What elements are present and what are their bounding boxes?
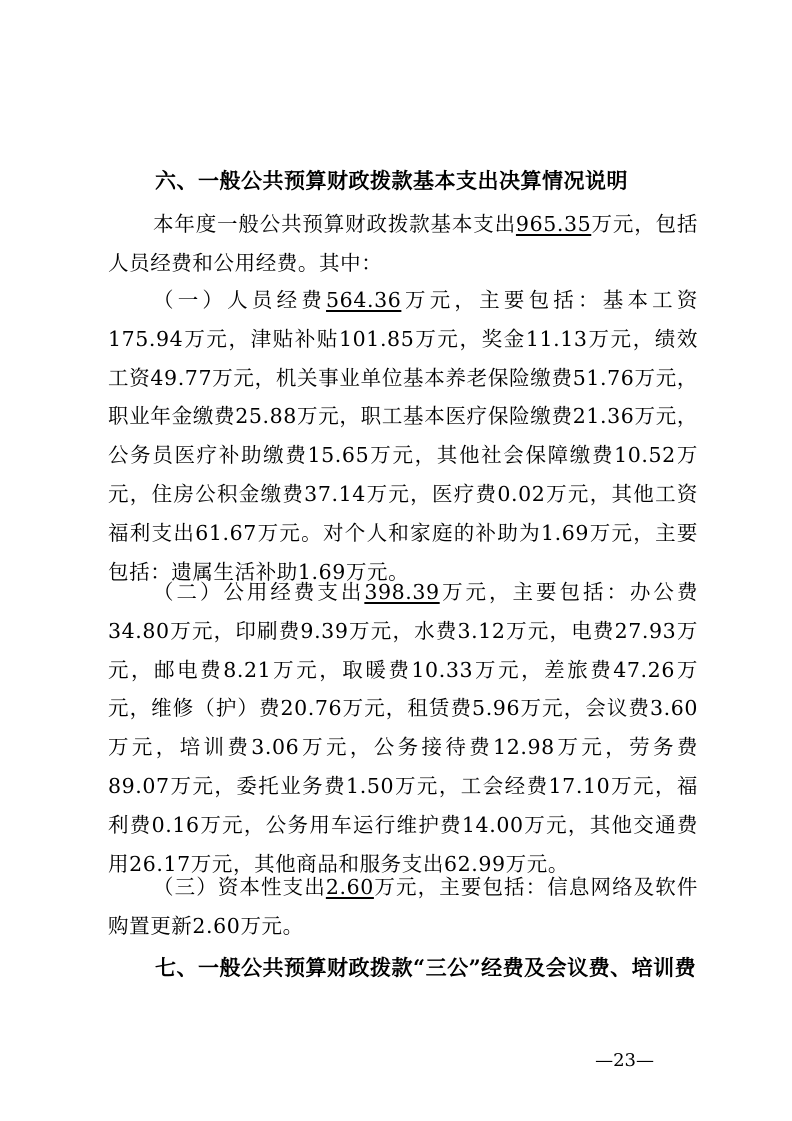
personnel-amount: 564.36 <box>326 288 402 312</box>
intro-paragraph <box>108 205 698 283</box>
section-heading-7: 七、一般公共预算财政拨款“三公”经费及会议费、培训费 <box>155 955 697 980</box>
public-text-a: （二）公用经费支出 <box>153 580 365 604</box>
personnel-text-a: （一）人员经费 <box>153 288 327 312</box>
intro-amount: 965.35 <box>515 212 592 236</box>
public-amount: 398.39 <box>364 580 440 604</box>
personnel-text-b: 万元，主要包括：基本工资175.94万元，津贴补贴101.85万元，奖金11.13万元，绩效工资49.77万元，机关事业单位基本养老保险缴费51.76万元，职业年金缴费25.88万元，职工基本医疗保险缴费21.36万元，公务员医疗补助缴费15.65万元，其他社会保障缴费10.52万元，住房公积金缴费37.14万元，医疗费0.02万元，其他工资福利支出61.67万元。对个人和家庭的补助为1.69万元，主要包括：遗属生活补助1.69万元。 <box>108 288 698 584</box>
intro-text-a: 本年度一般公共预算财政拨款基本支出 <box>153 212 516 236</box>
capital-text-b: 万元，主要包括：信息网络及软件购置更新2.60万元。 <box>108 875 698 938</box>
public-expense-paragraph <box>108 573 698 883</box>
section-heading-6: 六、一般公共预算财政拨款基本支出决算情况说明 <box>155 168 628 193</box>
public-text-b: 万元，主要包括：办公费34.80万元，印刷费9.39万元，水费3.12万元，电费27.93万元，邮电费8.21万元，取暖费10.33万元，差旅费47.26万元，维修（护）费20.76万元，租赁费5.96万元，会议费3.60万元，培训费3.06万元，公务接待费12.98万元，劳务费89.07万元，委托业务费1.50万元，工会经费17.10万元，福利费0.16万元，公务用车运行维护费14.00万元，其他交通费用26.17万元，其他商品和服务支出62.99万元。 <box>108 580 698 876</box>
capital-amount: 2.60 <box>325 875 374 899</box>
capital-paragraph <box>108 868 698 946</box>
personnel-paragraph <box>108 281 698 591</box>
intro-text-b: 万元，包括人员经费和公用经费。其中： <box>108 212 699 275</box>
page-number: —23— <box>595 1050 654 1071</box>
capital-text-a: （三）资本性支出 <box>153 875 326 899</box>
